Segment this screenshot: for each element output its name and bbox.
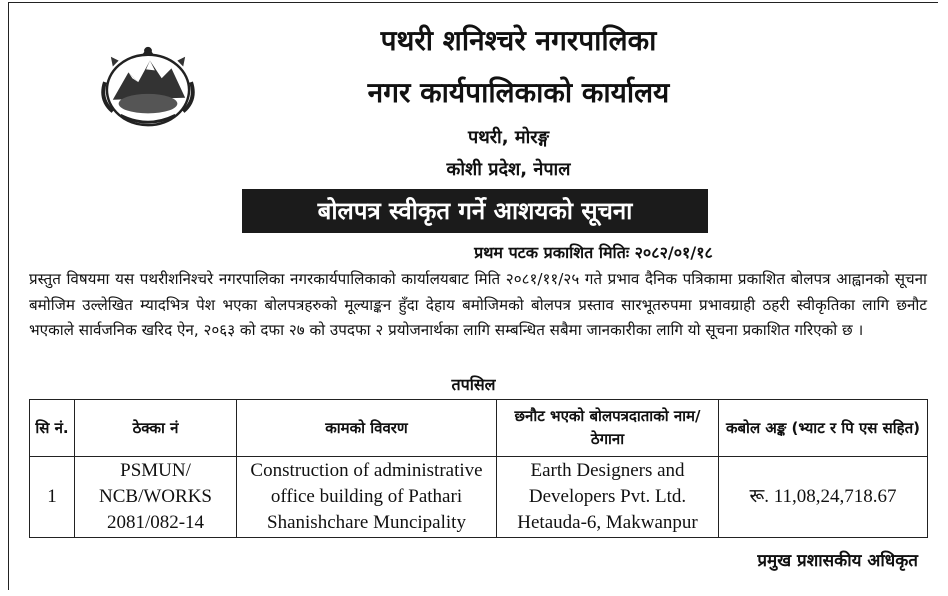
table-header-row: [30, 400, 928, 457]
cell-description: Construction of administrative office building of Pathari Shanishchare Muncipality: [237, 457, 497, 538]
award-table: [29, 399, 928, 538]
header-contract-no: ठेक्का नं: [75, 400, 237, 457]
office-title: नगर कार्यपालिकाको कार्यालय: [367, 76, 670, 109]
location-province: कोशी प्रदेश, नेपाल: [446, 159, 571, 180]
header-bidder: छनौट भएको बोलपत्रदाताको नाम/ठेगाना: [497, 400, 719, 457]
table-row: [30, 457, 928, 538]
header-amount: कबोल अङ्क (भ्याट र पि एस सहित): [719, 400, 928, 457]
location-district: पथरी, मोरङ्ग: [467, 127, 550, 148]
cell-amount: रू. 11,08,24,718.67: [719, 457, 928, 538]
notice-page: [8, 2, 938, 590]
header-sn: सि नं.: [30, 400, 75, 457]
header-description: कामको विवरण: [237, 400, 497, 457]
publish-date: प्रथम पटक प्रकाशित मितिः २०८२/०१/१८: [474, 243, 713, 262]
notice-body: प्रस्तुत विषयमा यस पथरीशनिश्चरे नगरपालिका नगरकार्यपालिकाको कार्यालयबाट मिति २०८१/११/२५ गते प्रभाव दैनिक पत्रिकामा प्रकाशित बोलपत्र आह्वानको सूचना बमोजिम उल्लेखित म्यादभित्र पेश भएका बोलपत्रहरुको मूल्याङ्कन हुँदा देहाय बमोजिमको बोलपत्र प्रस्ताव सारभूतरुपमा प्रभावग्राही ठहरी स्वीकृतिका लागि छनौट भएकाले सार्वजनिक खरिद ऐन, २०६३ को दफा २७ को उपदफा २ प्रयोजनार्थका लागि सम्बन्धित सबैमा जानकारीका लागि यो सूचना प्रकाशित गरिएको छ ।: [29, 270, 927, 339]
cell-contract-no: PSMUN/ NCB/WORKS 2081/082-14: [75, 457, 237, 538]
cell-bidder: Earth Designers and Developers Pvt. Ltd. Hetauda-6, Makwanpur: [497, 457, 719, 538]
municipality-title: पथरी शनिश्चरे नगरपालिका: [380, 24, 657, 57]
signatory-title: प्रमुख प्रशासकीय अधिकृत: [757, 551, 918, 571]
cell-sn: 1: [30, 457, 75, 538]
notice-banner-title: बोलपत्र स्वीकृत गर्ने आशयको सूचना: [242, 189, 708, 233]
details-heading: तपसिल: [451, 375, 496, 394]
